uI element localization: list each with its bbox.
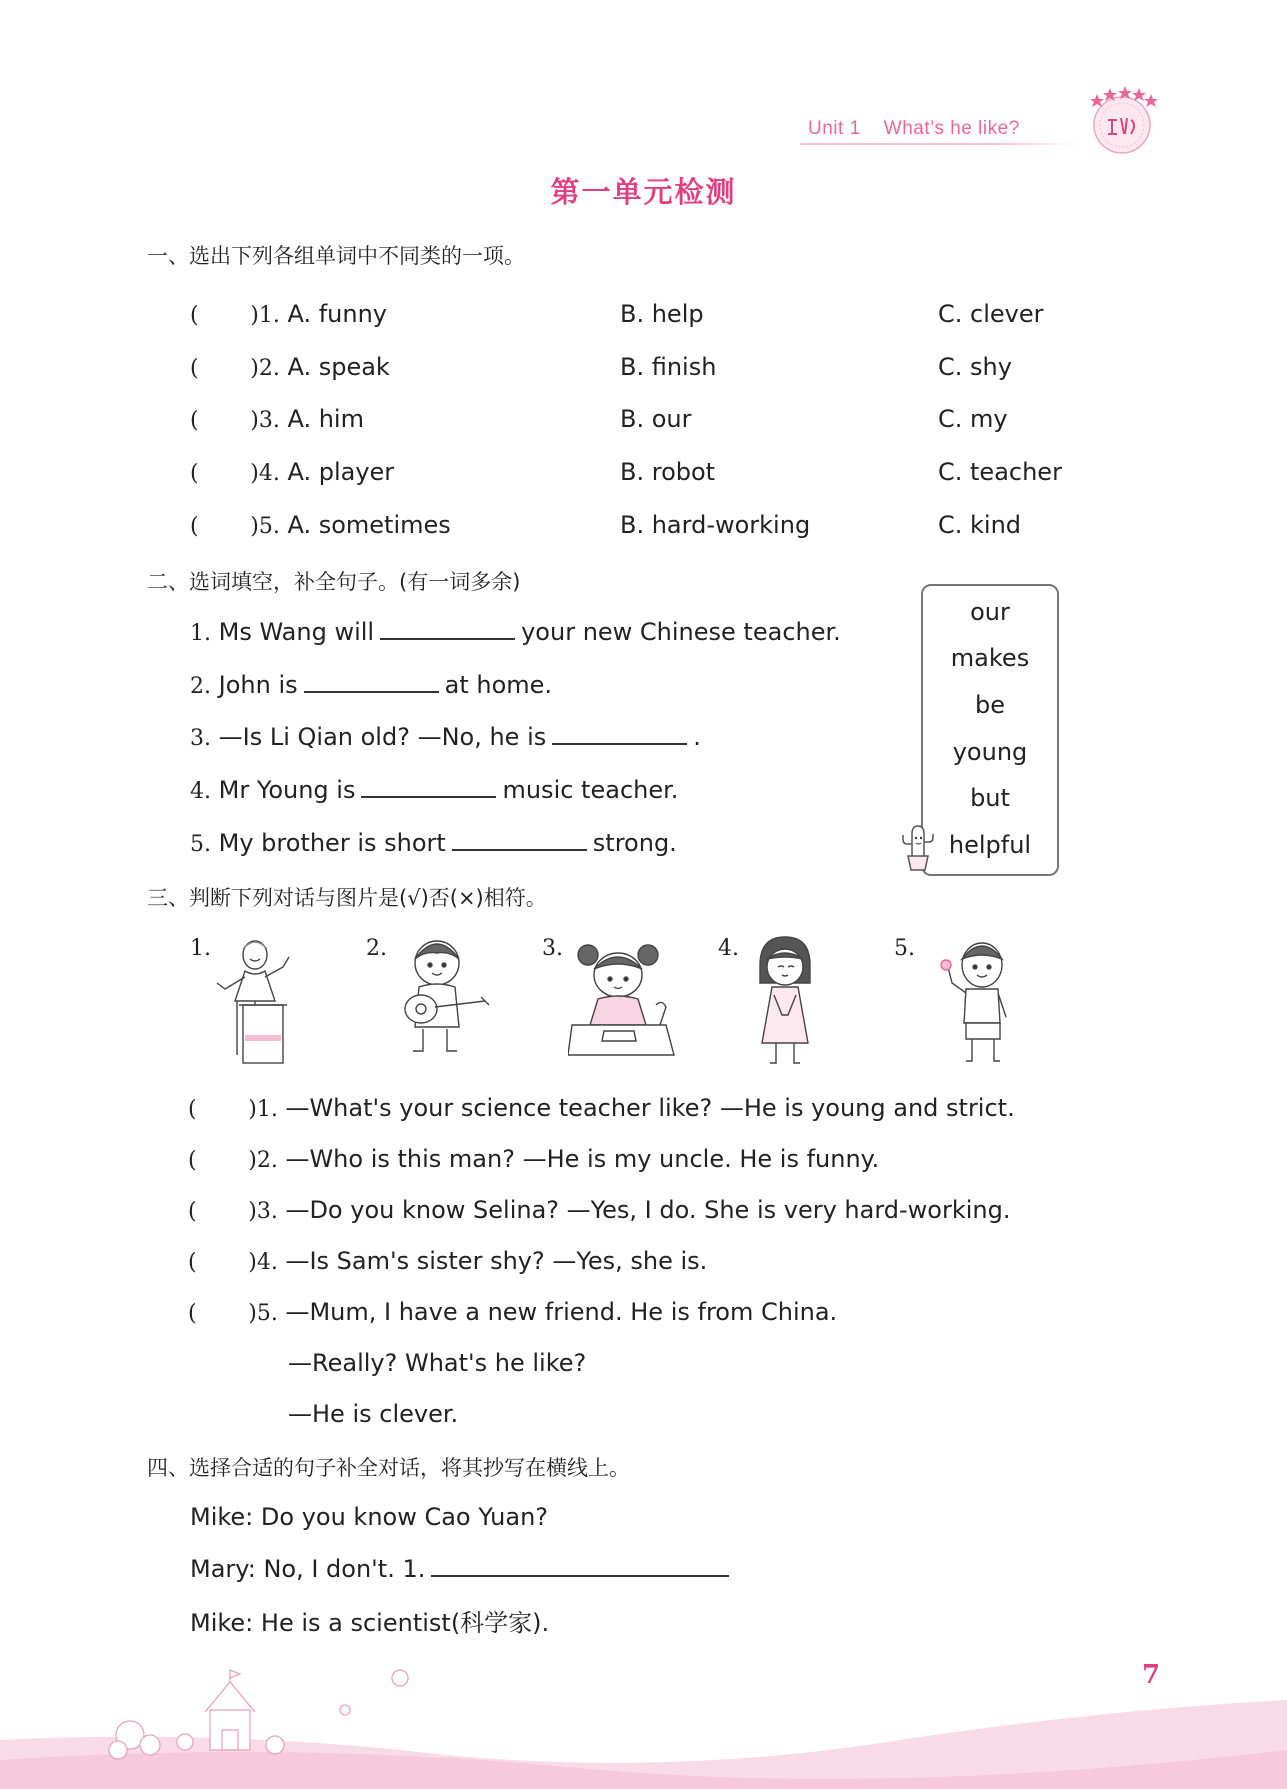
option-b: B. hard-working xyxy=(620,511,811,539)
fill-sentence-2 xyxy=(190,669,552,699)
option-c: C. teacher xyxy=(938,458,1062,486)
header-topic: What’s he like? xyxy=(883,118,1020,139)
option-b: B. our xyxy=(620,405,692,433)
picture-number: 3. xyxy=(542,936,563,961)
picture-number: 4. xyxy=(718,936,739,961)
answer-paren: ( xyxy=(190,408,199,433)
option-a: A. funny xyxy=(287,300,387,328)
option-c: C. kind xyxy=(938,511,1022,539)
picture-number: 1. xyxy=(190,936,211,961)
dialogue-text: —Who is this man? —He is my uncle. He is funny. xyxy=(285,1145,880,1173)
item-number: )2. xyxy=(248,1148,278,1173)
word-bank-item: young xyxy=(952,738,1028,766)
fill-sentence-5 xyxy=(190,827,677,857)
word-bank-item: makes xyxy=(950,644,1030,672)
dialogue-text: —Do you know Selina? —Yes, I do. She is very hard-working. xyxy=(285,1196,1011,1224)
answer-paren: ( xyxy=(188,1250,197,1275)
answer-paren: ( xyxy=(190,303,199,328)
word-bank xyxy=(921,584,1059,876)
fill-sentence-3 xyxy=(190,721,701,751)
fill-sentence-4 xyxy=(190,774,678,804)
option-c: C. my xyxy=(938,405,1008,433)
judge-item-5 xyxy=(188,1298,837,1326)
list-item-5 xyxy=(190,511,451,539)
item-number: 3. xyxy=(190,726,211,751)
sentence-post: music teacher. xyxy=(502,776,679,804)
judge-item-4 xyxy=(188,1247,707,1275)
header-unit-label xyxy=(808,118,1020,140)
header-divider xyxy=(800,143,1080,145)
cactus-icon xyxy=(898,822,938,874)
header-unit: Unit 1 xyxy=(808,118,861,139)
section-1-heading: 一、选出下列各组单词中不同类的一项。 xyxy=(147,244,525,268)
answer-blank[interactable] xyxy=(361,774,496,798)
section-2-heading: 二、选词填空，补全句子。(有一词多余) xyxy=(147,570,521,594)
answer-blank[interactable] xyxy=(304,669,439,693)
option-a: A. sometimes xyxy=(287,511,451,539)
answer-paren: ( xyxy=(188,1148,197,1173)
section-4-heading: 四、选择合适的句子补全对话，将其抄写在横线上。 xyxy=(147,1456,630,1480)
page-number: 7 xyxy=(1142,1660,1161,1690)
boy-waving-picture xyxy=(940,935,1020,1070)
sentence-post: your new Chinese teacher. xyxy=(521,618,841,646)
dialogue-text: —What's your science teacher like? —He is young and strict. xyxy=(285,1094,1015,1122)
sentence-pre: My brother is short xyxy=(218,829,446,857)
option-a: A. player xyxy=(287,458,395,486)
answer-paren: ( xyxy=(190,514,199,539)
option-a: A. speak xyxy=(287,353,390,381)
word-bank-item: helpful xyxy=(948,831,1032,859)
item-number: )1. xyxy=(248,1097,278,1122)
item-number: 4. xyxy=(190,779,211,804)
word-bank-item: but xyxy=(970,784,1010,812)
item-number: )1. xyxy=(250,303,280,328)
list-item-3 xyxy=(190,405,364,433)
picture-number: 2. xyxy=(366,936,387,961)
option-c: C. shy xyxy=(938,353,1012,381)
answer-paren: ( xyxy=(188,1097,197,1122)
picture-number: 5. xyxy=(894,936,915,961)
sentence-post: . xyxy=(693,723,701,751)
answer-paren: ( xyxy=(188,1199,197,1224)
sentence-pre: —Is Li Qian old? —No, he is xyxy=(218,723,547,751)
dialogue-continuation-1: —Really? What's he like? xyxy=(288,1349,587,1377)
option-b: B. finish xyxy=(620,353,717,381)
dialogue-line-1: Mike: Do you know Cao Yuan? xyxy=(190,1503,549,1531)
judge-item-1 xyxy=(188,1094,1015,1122)
dialogue-continuation-2: —He is clever. xyxy=(288,1400,459,1428)
answer-blank[interactable] xyxy=(552,721,687,745)
fill-sentence-1 xyxy=(190,616,841,646)
item-number: )3. xyxy=(250,408,280,433)
item-number: 1. xyxy=(190,621,211,646)
item-number: 5. xyxy=(190,832,211,857)
list-item-2 xyxy=(190,353,390,381)
answer-paren: ( xyxy=(190,461,199,486)
sentence-pre: John is xyxy=(218,671,298,699)
answer-paren: ( xyxy=(190,356,199,381)
word-bank-item: our xyxy=(970,598,1010,626)
list-item-1 xyxy=(190,300,387,328)
sentence-pre: Mr Young is xyxy=(218,776,356,804)
item-number: 2. xyxy=(190,674,211,699)
answer-blank[interactable] xyxy=(431,1553,729,1577)
answer-blank[interactable] xyxy=(452,827,587,851)
sentence-post: strong. xyxy=(592,829,677,857)
item-number: )5. xyxy=(248,1301,278,1326)
judge-item-3 xyxy=(188,1196,1011,1224)
sentence-pre: Ms Wang will xyxy=(218,618,375,646)
shy-girl-picture xyxy=(748,935,823,1070)
list-item-4 xyxy=(190,458,394,486)
publisher-logo-icon xyxy=(1075,80,1165,158)
answer-paren: ( xyxy=(188,1301,197,1326)
item-number: )4. xyxy=(250,461,280,486)
item-number: )4. xyxy=(248,1250,278,1275)
word-bank-item: be xyxy=(975,691,1005,719)
item-number: )3. xyxy=(248,1199,278,1224)
item-number: )5. xyxy=(250,514,280,539)
dialogue-text: —Is Sam's sister shy? —Yes, she is. xyxy=(285,1247,708,1275)
old-teacher-picture xyxy=(215,935,305,1070)
girl-writing-picture xyxy=(568,935,678,1060)
dialogue-line-3: Mike: He is a scientist(科学家). xyxy=(190,1609,550,1637)
option-b: B. robot xyxy=(620,458,716,486)
boy-guitar-picture xyxy=(395,935,495,1060)
dialogue-line-2 xyxy=(190,1553,729,1583)
sentence-post: at home. xyxy=(444,671,553,699)
footer-decoration xyxy=(0,1660,1287,1789)
dialogue-text: —Mum, I have a new friend. He is from China. xyxy=(285,1298,838,1326)
dialogue-text: Mary: No, I don't. 1. xyxy=(190,1555,426,1583)
answer-blank[interactable] xyxy=(380,616,515,640)
option-c: C. clever xyxy=(938,300,1044,328)
page-title: 第一单元检测 xyxy=(550,175,737,209)
section-3-heading: 三、判断下列对话与图片是(√)否(×)相符。 xyxy=(147,886,547,910)
option-a: A. him xyxy=(287,405,364,433)
item-number: )2. xyxy=(250,356,280,381)
judge-item-2 xyxy=(188,1145,879,1173)
option-b: B. help xyxy=(620,300,704,328)
